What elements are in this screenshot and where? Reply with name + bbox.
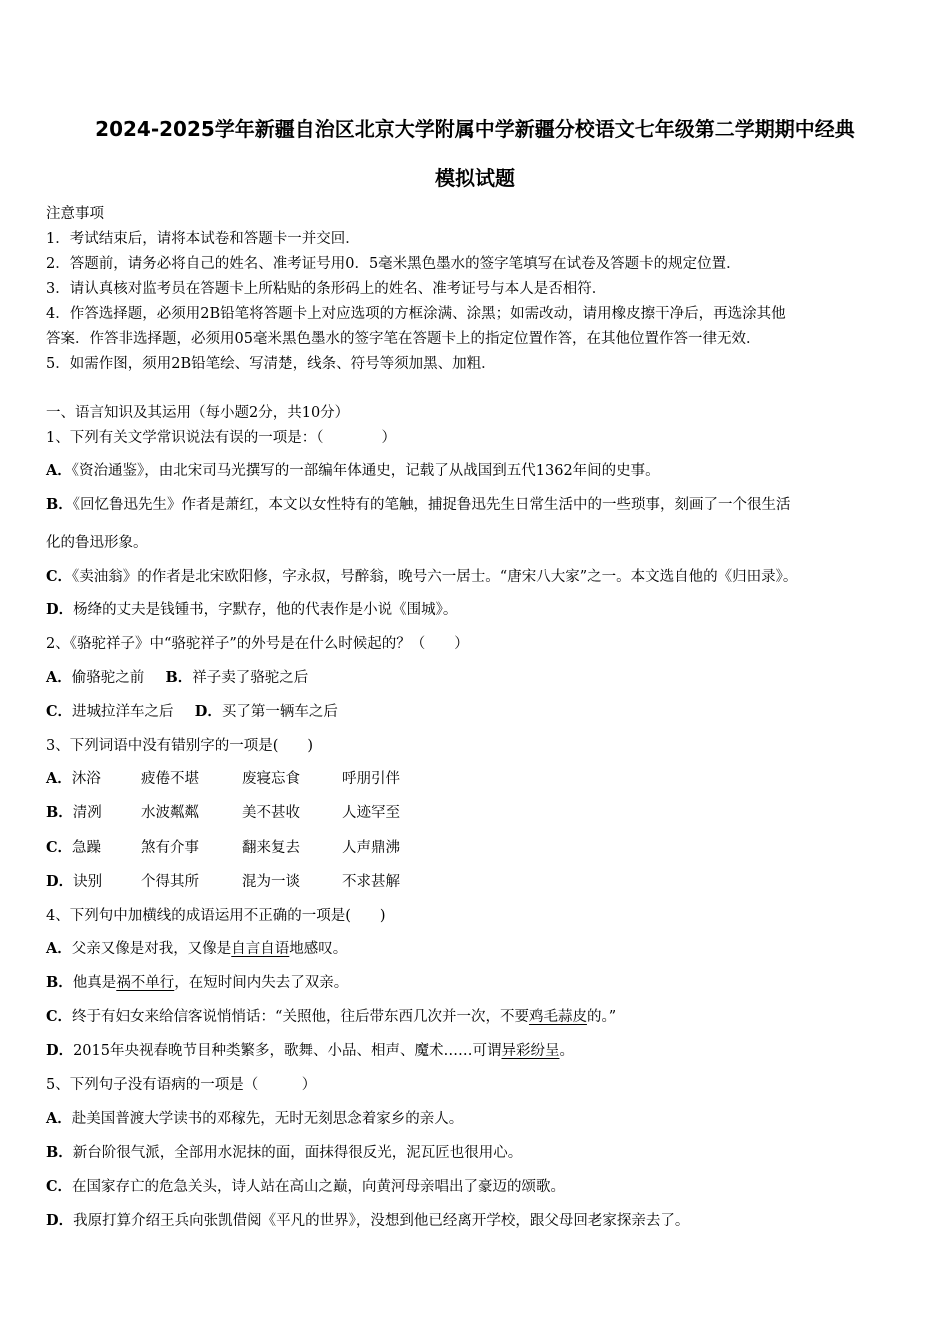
option-text: 进城拉洋车之后 [72,704,174,720]
option-text: 在国家存亡的危急关头，诗人站在高山之巅，向黄河母亲唱出了豪迈的颂歌。 [72,1179,566,1195]
q1-option-b [46,493,791,514]
option-text: 赴美国普渡大学读书的邓稼先，无时无刻思念着家乡的亲人。 [71,1111,464,1127]
option-label: B． [46,496,73,513]
option-label: B． [165,669,193,686]
word: 人迹罕至 [342,805,400,821]
option-text: 杨绛的丈夫是钱锺书，字默存，他的代表作是小说《围城》。 [73,602,458,618]
option-label: B． [46,974,73,991]
word: 美不甚收 [242,805,300,821]
option-label: D． [46,601,74,618]
notice-heading: 注意事项 [46,206,104,222]
word: 煞有介事 [141,840,199,856]
q4-option-a [46,937,347,958]
option-text: 他真是 [72,975,117,991]
q3-option-b [46,801,400,822]
q3-option-a [46,767,400,788]
q5-option-d [46,1209,689,1230]
q5-option-b [46,1141,522,1162]
option-text: 我原打算介绍王兵向张凯借阅《平凡的世界》，没想到他已经离开学校，跟父母回老家探亲去了。 [73,1213,690,1229]
option-label: C． [46,1178,73,1195]
option-text: 的。” [586,1009,617,1025]
option-label: A． [46,462,72,479]
word: 清冽 [72,805,102,821]
q1-option-a [46,459,660,480]
word: 人声鼎沸 [342,840,400,856]
option-label: D． [46,873,74,890]
exam-title-line1: 2024-2025学年新疆自治区北京大学附属中学新疆分校语文七年级第二学期期中经典 [95,117,855,141]
option-text: 祥子卖了骆驼之后 [192,670,309,686]
notice-item-1: 1．考试结束后，请将本试卷和答题卡一并交回． [46,231,360,247]
notice-item-4: 4．作答选择题，必须用2B铅笔将答题卡上对应选项的方框涂满、涂黑；如需改动，请用橡皮擦干净后，再选涂其他 [46,306,786,322]
option-label: A． [46,770,72,787]
option-label: C． [46,839,73,856]
word: 个得其所 [141,874,199,890]
underlined-idiom: 自言自语 [231,941,290,957]
q4-option-c [46,1005,616,1026]
word: 疲倦不堪 [141,771,199,787]
q1-option-d [46,598,457,619]
q2-stem: 2、《骆驼祥子》中“骆驼祥子”的外号是在什么时候起的？（ ） [46,636,469,652]
word: 水波粼粼 [141,805,199,821]
option-label: A． [46,1110,72,1127]
word: 呼朋引伴 [342,771,400,787]
notice-item-2: 2．答题前，请务必将自己的姓名、准考证号用0．5毫米黑色墨水的签字笔填写在试卷及答题卡的规定位置． [46,256,741,272]
option-label: C． [46,568,73,585]
option-text: 。 [559,1043,574,1059]
option-text: 《卖油翁》的作者是北宋欧阳修，字永叔，号醉翁，晚号六一居士。“唐宋八大家”之一。本文选自他的《归田录》。 [72,569,798,585]
option-label: A． [46,669,72,686]
word: 废寝忘食 [242,771,300,787]
q1-option-b-cont: 化的鲁迅形象。 [46,535,148,551]
option-text: 偷骆驼之前 [71,670,145,686]
option-label: B． [46,1144,73,1161]
q4-option-b [46,971,348,992]
option-label: C． [46,703,73,720]
q3-option-d [46,870,400,891]
q5-option-a [46,1107,463,1128]
word: 翻来复去 [242,840,300,856]
option-label: D． [46,1212,74,1229]
underlined-idiom: 鸡毛蒜皮 [528,1009,587,1025]
notice-item-3: 3．请认真核对监考员在答题卡上所粘贴的条形码上的姓名、准考证号与本人是否相符． [46,281,607,297]
underlined-idiom: 异彩纷呈 [501,1043,560,1059]
option-text: 地感叹。 [289,941,348,957]
option-label: D． [46,1042,74,1059]
q2-options-cd [46,700,338,721]
option-text: 终于有妇女来给信客说悄悄话：“关照他，往后带东西几次并一次，不要 [72,1009,529,1025]
underlined-idiom: 祸不单行 [116,975,175,991]
word: 不求甚解 [342,874,400,890]
word: 急躁 [72,840,102,856]
q3-option-c [46,836,400,857]
option-text: 买了第一辆车之后 [221,704,338,720]
word: 沐浴 [71,771,101,787]
option-text: 父亲又像是对我，又像是 [71,941,232,957]
option-text: 《回忆鲁迅先生》作者是萧红，本文以女性特有的笔触，捕捉鲁迅先生日常生活中的一些琐事，刻画了一个很生活 [72,497,791,513]
section-heading: 一、语言知识及其运用（每小题2分，共10分） [46,405,350,421]
exam-title-line2: 模拟试题 [435,166,515,190]
q1-stem: 1、下列有关文学常识说法有误的一项是：（ ） [46,430,396,446]
word: 混为一谈 [242,874,300,890]
option-text: 《资治通鉴》，由北宋司马光撰写的一部编年体通史，记载了从战国到五代1362年间的史事。 [71,463,660,479]
option-label: D． [194,703,222,720]
notice-item-5: 5．如需作图，须用2B铅笔绘、写清楚，线条、符号等须加黑、加粗． [46,356,496,372]
option-text: 2015年央视春晚节目种类繁多，歌舞、小品、相声、魔术……可谓 [73,1043,502,1059]
option-label: A． [46,940,72,957]
q2-options-ab [46,666,308,687]
q5-option-c [46,1175,565,1196]
option-label: B． [46,804,73,821]
q4-option-d [46,1039,574,1060]
option-text: ，在短时间内失去了双亲。 [174,975,349,991]
option-text: 新台阶很气派，全部用水泥抹的面，面抹得很反光，泥瓦匠也很用心。 [72,1145,523,1161]
q5-stem: 5、下列句子没有语病的一项是（ ） [46,1077,317,1093]
q4-stem: 4、下列句中加横线的成语运用不正确的一项是( ) [46,908,386,924]
notice-item-4-cont: 答案．作答非选择题，必须用05毫米黑色墨水的签字笔在答题卡上的指定位置作答，在其他位置作答一律无效． [46,331,761,347]
q3-stem: 3、下列词语中没有错别字的一项是( ) [46,738,314,754]
q1-option-c [46,565,797,586]
option-label: C． [46,1008,73,1025]
word: 诀别 [73,874,103,890]
